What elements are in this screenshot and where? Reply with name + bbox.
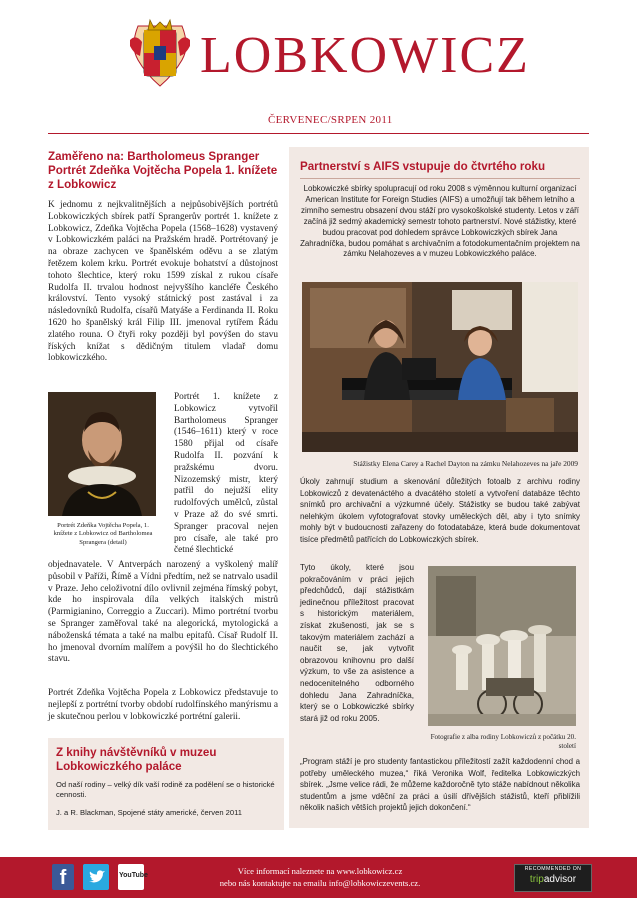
youtube-label: YouTube <box>119 872 148 879</box>
twitter-icon[interactable] <box>83 864 109 890</box>
footer-email-line[interactable]: nebo nás kontaktujte na emailu info@lobkowiczevents.cz. <box>219 878 421 888</box>
youtube-icon[interactable] <box>118 864 148 890</box>
director-quote: „Program stáží je pro studenty fantastickou příležitostí zažít každodenní chod a potřeby uměleckého muzea,“ říká Veronika Wolf, ředitelka Lobkowiczkých sbírek. „Jsme velice rádi, že můžeme každoročně tyto stáže nabídnout několika studentům a jsme vděční za práci a úsilí dřívějších stážistů, kteří přiblížili několik našich větších projektů jejich dokončení.“ <box>300 757 580 813</box>
aifs-article-title: Partnerství s AIFS vstupuje do čtvrtého roku <box>300 160 546 173</box>
guestbook-title: Z knihy návštěvníků v muzeu Lobkowiczkého paláce <box>56 746 217 773</box>
tripadvisor-logo-b: advisor <box>543 874 577 885</box>
aifs-intro: Lobkowiczké sbírky spolupracují od roku 2008 s výměnnou kulturní organizací American Institute for Foreign Studies (AIFS) a umožňují tak během letního a zimního semestru obsazení dvou stáží pro vysokoškolské studenty. Letos v září začíná již sedmý akademický semestr tohoto partnerství. Nové stážistky, které budou pracovat pod dohledem správce Lobkowiczkých sbírek Jana Zahradníčka, budou pomáhat s archivačním a fotodokumentačním projektem na zámku Nelahozeves a v muzeu Lobkowiczkého paláce. <box>300 184 580 259</box>
family-album-photo <box>428 566 576 726</box>
facebook-icon[interactable]: f <box>52 864 74 890</box>
spranger-article-title: Zaměřeno na: Bartholomeus Spranger Portrét Zdeňka Vojtěcha Popela 1. knížete z Lobkowicz <box>48 150 278 191</box>
spranger-paragraph-3: objednavatele. V Antverpách narozený a vyškolený malíř působil v Paříži, Římě a Vídni předtím, než se natrvalo usadil v Praze. Jeho celoživotní dílo ovlivnil zejména římský pobyt, kde ho inspirovala díla velkých italských mistrů (Parmigianino, Correggio a Zuccari). Mimo portrétní tvorbu se Spranger zaměřoval také na alegorická, mytologická a náboženská témata a také na malbu epitafů. Císař Rudolf II. ho jmenoval dvorním malířem a povýšil ho do šlechtického stavu. <box>48 560 278 665</box>
header-divider <box>48 133 589 134</box>
tripadvisor-recommended: RECOMMENDED ON <box>524 866 582 872</box>
spranger-paragraph-4: Portrét Zdeňka Vojtěcha Popela z Lobkowicz představuje to nejlepší z portrétní tvorby období rudolfínského manýrismu a je skutečnou perlou v lobkowiczké portrétní galerii. <box>48 688 278 722</box>
spranger-paragraph-1: K jednomu z nejkvalitnějších a nejpůsobivějších portrétů Lobkowiczkých sbírek patří Sprangerův portrét 1. knížete z Lobkowicz, Zdeňka Vojtěcha Popela (1568–1628) vystavený v Lobkowiczkém paláci na Pražském hradě. Portrétovaný je na obraze zachycen ve španělském oděvu a se zlatým řetězem kolem krku. Portrét evokuje bohatství a důstojnost tohoto šlechtice, který roku 1599 získal z rukou císaře Rudolfa II. trvalou hodnost nejvyššího kancléře Českého království. Tento vysoký státnický post zastával i za následovníků Rudolfa, císařů Matyáše a Ferdinanda II. Roku 1620 ho španělský král Filip III. jmenoval rytířem Řádu zlatého rouna. O čtyři roky později byl povýšen do stavu říských knížat s dědičným titulem vladař domu lobkowiczkého. <box>48 200 278 364</box>
interns-photo-caption: Stážistky Elena Carey a Rachel Dayton na zámku Nelahozeves na jaře 2009 <box>353 459 578 468</box>
footer-web-line[interactable]: Více informací naleznete na www.lobkowicz.cz <box>237 866 403 876</box>
crest-icon <box>128 16 192 90</box>
footer-contact <box>200 865 440 889</box>
tripadvisor-logo <box>515 874 591 885</box>
guestbook-signature: J. a R. Blackman, Spojené státy americké, červen 2011 <box>56 808 242 817</box>
family-album-caption: Fotografie z alba rodiny Lobkowiczů z počátku 20. století <box>430 733 576 750</box>
aifs-title-divider <box>300 178 580 179</box>
guestbook-box <box>48 738 284 830</box>
aifs-paragraph-2: Úkoly zahrnují studium a skenování důležitých fotoalb z archivu rodiny Lobkowiczů z devatenáctého a dvacátého století a vytvoření databáze těchto snímků pro archivační a výzkumné účely. Stážistky se budou také zabývat nelehkým úkolem vyfotografovat stovky uměleckých děl, aby i tyto snímky mohly být v budoucnosti zařazeny do fotodatabáze, která bude dokumentovat tisíce předmětů patřících do Lobkowiczkých sbírek. <box>300 477 580 544</box>
spranger-paragraph-2: Portrét 1. knížete z Lobkowicz vytvořil Bartholomeus Spranger (1546–1611) který v roce 1580 přijal od císaře Rudolfa II. pozvání k pražskému dvoru. Nizozemský mistr, který patřil do nejužší elity rudolfových umělců, zůstal v Praze až do své smrti. Spranger pracoval nejen pro císaře, ale také pro četné šlechtické <box>174 392 278 556</box>
guestbook-text: Od naší rodiny – velký dík vaší rodině za podělení se o historické cennosti. <box>56 780 275 799</box>
tripadvisor-icon[interactable] <box>514 864 592 892</box>
aifs-paragraph-3: Tyto úkoly, které jsou pokračováním v práci jejich předchůdců, dají stážistkám jedinečnou příležitost pracovat s historickým materiálem, získat zkušenosti, jak se s takovým materiálem zachází a naučit se, jak vytvořit obrazovou knihovnu pro další výzkum, to vše za asistence a nedocenitelného odborného dohledu Jana Zahradníčka, který se o Lobkowiczké sbírky stará již od roku 2005. <box>300 563 414 723</box>
portrait-image <box>48 392 156 516</box>
brand-title: LOBKOWICZ <box>200 27 530 84</box>
interns-photo <box>302 282 578 452</box>
issue-date: ČERVENEC/SRPEN 2011 <box>268 114 393 126</box>
tripadvisor-logo-a: trip <box>529 874 544 885</box>
portrait-caption: Portrét Zdeňka Vojtěcha Popela, 1. knížete z Lobkowicz od Bartholomea Sprangera (detail) <box>53 522 153 546</box>
